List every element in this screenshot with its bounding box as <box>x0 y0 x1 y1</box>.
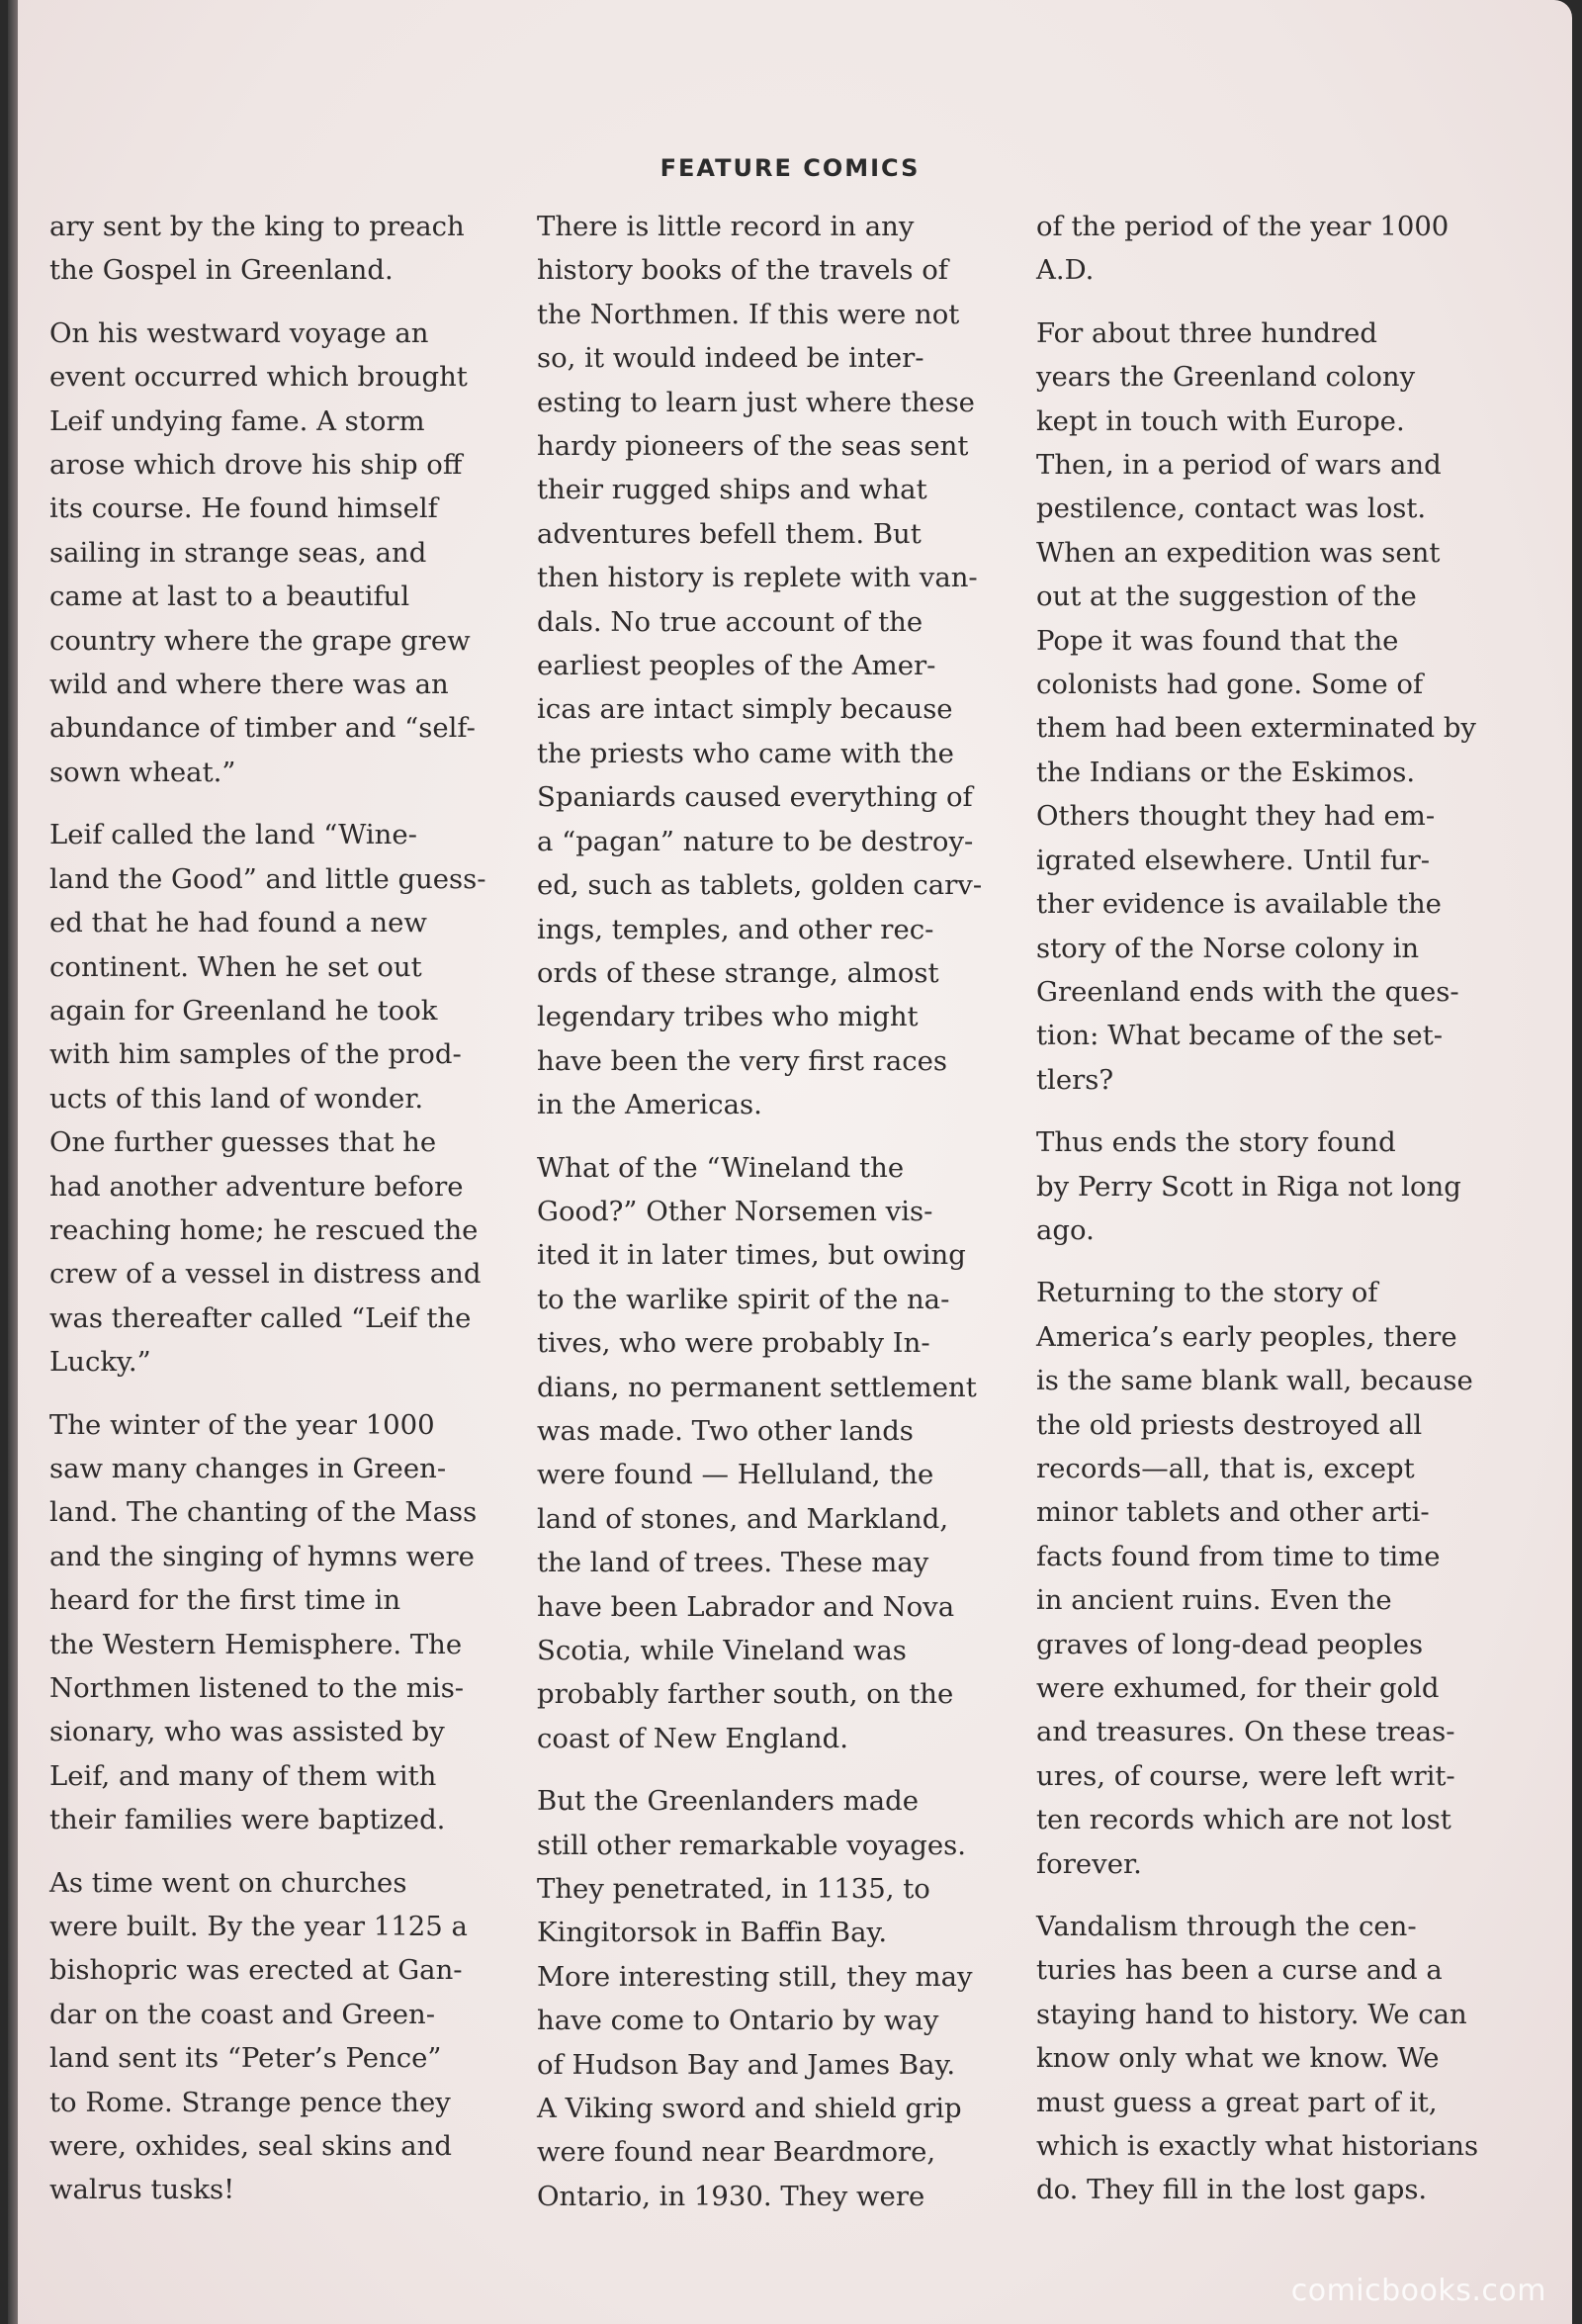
magazine-page <box>8 0 1572 2324</box>
text-column-2 <box>537 205 994 2237</box>
paragraph: Leif called the land “Wine- land the Good” and little guess- ed that he had found a new continent. When he set out again for Greenland he took with him samples of the prod- ucts of this land of wonder. One further guesses that he had another adventure before reaching home; he rescued the crew of a vessel in distress and was thereafter called “Leif the Lucky.” <box>49 819 486 1379</box>
site-watermark: comicbooks.com <box>1290 2274 1546 2308</box>
paragraph: As time went on churches were built. By the year 1125 a bishopric was erected at Gan- dar on the coast and Green- land sent its “Peter’s Pence” to Rome. Strange pence they were, oxhides, seal skins and walrus tusks! <box>49 1866 468 2206</box>
paragraph: of the period of the year 1000 A.D. <box>1036 211 1450 287</box>
paragraph: But the Greenlanders made still other remarkable voyages. They penetrated, in 1135, to Kingitorsok in Baffin Bay. More interesting still, they may have come to Ontario by way of Hudson Bay and James Bay. A Viking sword and shield grip were found near Beardmore, Ontario, in 1930. They were <box>537 1785 973 2212</box>
paragraph: Thus ends the story found by Perry Scott in Riga not long ago. <box>1036 1126 1461 1246</box>
paragraph: ary sent by the king to preach the Gospel in Greenland. <box>49 211 465 287</box>
paragraph: What of the “Wineland the Good?” Other Norsemen vis- ited it in later times, but owing to the warlike spirit of the na- tives, who were probably In- dians, no permanent settlement was made. Two other lands were found — Helluland, the land of stones, and Markland, the land of trees. These may have been Labrador and Nova Scotia, while Vineland was probably farther south, on the coast of New England. <box>537 1151 977 1754</box>
page-header-title: FEATURE COMICS <box>659 154 921 182</box>
paragraph: For about three hundred years the Greenland colony kept in touch with Europe. Then, in a period of wars and pestilence, contact was lost. When an expedition was sent out at the suggestion of the Pope it was found that the colonists had gone. Some of them had been exterminated by the Indians or the Eskimos. Others thought they had em- igrated elsewhere. Until fur- ther evidence is available the story of the Norse colony in Greenland ends with the ques- tion: What became of the set- tlers? <box>1036 316 1476 1096</box>
text-column-1 <box>49 205 504 2231</box>
paragraph: Vandalism through the cen- turies has been a curse and a staying hand to history. We can know only what we know. We must guess a great part of it, which is exactly what historians do. They fill in the lost gaps. <box>1036 1911 1479 2206</box>
text-column-3 <box>1036 205 1501 2231</box>
paragraph: Returning to the story of America’s early peoples, there is the same blank wall, because the old priests destroyed all records—all, that is, except minor tablets and other arti- facts found from time to time in ancient ruins. Even the graves of long-dead peoples were exhumed, for their gold and treasures. On these treas- ures, of course, were left writ- ten records which are not lost forever. <box>1036 1277 1473 1880</box>
paragraph: On his westward voyage an event occurred which brought Leif undying fame. A storm arose which drove his ship off its course. He found himself sailing in strange seas, and came at last to a beautiful country where the grape grew wild and where there was an abundance of timber and “self- sown wheat.” <box>49 316 476 788</box>
paragraph: There is little record in any history books of the travels of the Northmen. If this were not so, it would indeed be inter- esting to learn just where these hardy pioneers of the seas sent their rugged ships and what adventures befell them. But then history is replete with van- dals. No true account of the earliest peoples of the Amer- icas are intact simply because the priests who came with the Spaniards caused everything of a “pagan” nature to be destroy- ed, such as tablets, golden carv- ings, temples, and other rec- ords of these strange, almost legendary tribes who might have been the very first races in the Americas. <box>537 211 983 1121</box>
page-binding-edge <box>8 0 18 2324</box>
paragraph: The winter of the year 1000 saw many changes in Green- land. The chanting of the Mass and the singing of hymns were heard for the first time in the Western Hemisphere. The Northmen listened to the mis- sionary, who was assisted by Leif, and many of them with their families were baptized. <box>49 1408 478 1836</box>
